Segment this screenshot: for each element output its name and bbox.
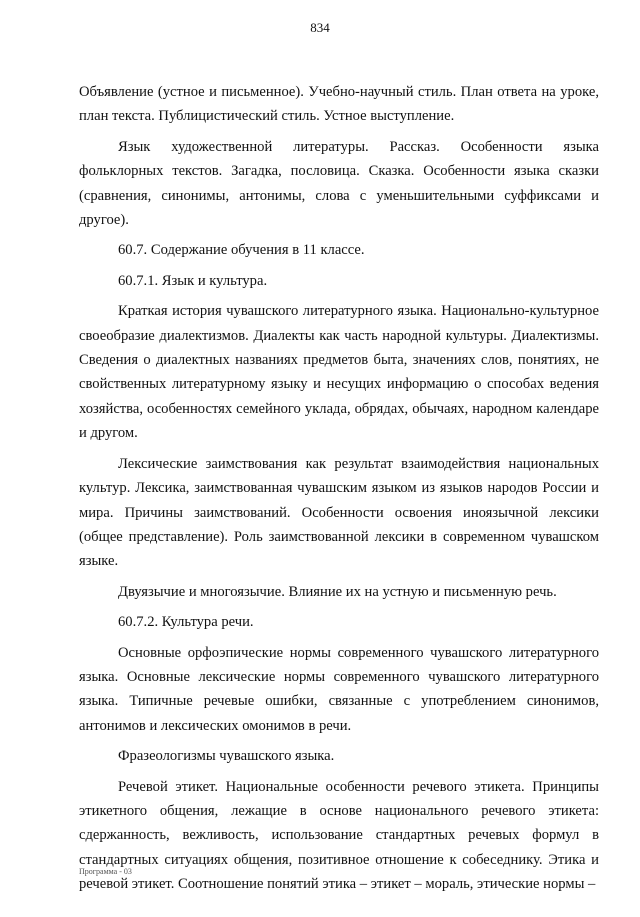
section-heading-60-7-1: 60.7.1. Язык и культура.	[118, 272, 268, 289]
paragraph-9: Основные орфоэпические нормы современного чувашского литературного языка. Основные лексические нормы современного чувашского литературного языка. Типичные речевые ошибки, связанные с употреблением синонимов, антонимов и лексических омонимов в речи.	[79, 644, 599, 734]
paragraph-11: Речевой этикет. Национальные особенности речевого этикета. Принципы этикетного общения, лежащие в основе национального речевого этикета: сдержанность, вежливость, использование стандартных речевых формул в стандартных ситуациях общения, позитивное отношение к собеседнику. Этика и речевой этикет. Соотношение понятий этика – этикет – мораль, этические нормы –	[79, 778, 599, 893]
paragraph-6: Лексические заимствования как результат взаимодействия национальных культур. Лексика, заимствованная чувашским языком из языков народов России и мира. Причины заимствований. Особенности освоения иноязычной лексики (общее представление). Роль заимствованной лексики в современном чувашском языке.	[79, 455, 599, 570]
document-body	[79, 80, 599, 903]
page-number: 834	[310, 20, 330, 35]
section-heading-60-7-2: 60.7.2. Культура речи.	[118, 614, 254, 631]
paragraph-5: Краткая история чувашского литературного языка. Национально-культурное своеобразие диалектизмов. Диалекты как часть народной культуры. Диалектизмы. Сведения о диалектных названиях предметов быта, значениях слов, понятиях, не свойственных литературному языку и несущих информацию о способах ведения хозяйства, особенностях семейного уклада, обрядах, обычаях, народном календаре и другом.	[79, 303, 599, 442]
paragraph-1: Объявление (устное и письменное). Учебно-научный стиль. План ответа на уроке, план текста. Публицистический стиль. Устное выступление.	[79, 84, 599, 125]
page-footer: Программа - 03	[79, 867, 132, 876]
paragraph-2: Язык художественной литературы. Рассказ. Особенности языка фольклорных текстов. Загадка, пословица. Сказка. Особенности языка сказки (сравнения, синонимы, антонимы, слова с уменьшительными суффиксами и другое).	[79, 138, 599, 229]
paragraph-10: Фразеологизмы чувашского языка.	[118, 748, 335, 765]
section-heading-60-7: 60.7. Содержание обучения в 11 классе.	[118, 242, 365, 259]
paragraph-7: Двуязычие и многоязычие. Влияние их на устную и письменную речь.	[118, 583, 557, 600]
